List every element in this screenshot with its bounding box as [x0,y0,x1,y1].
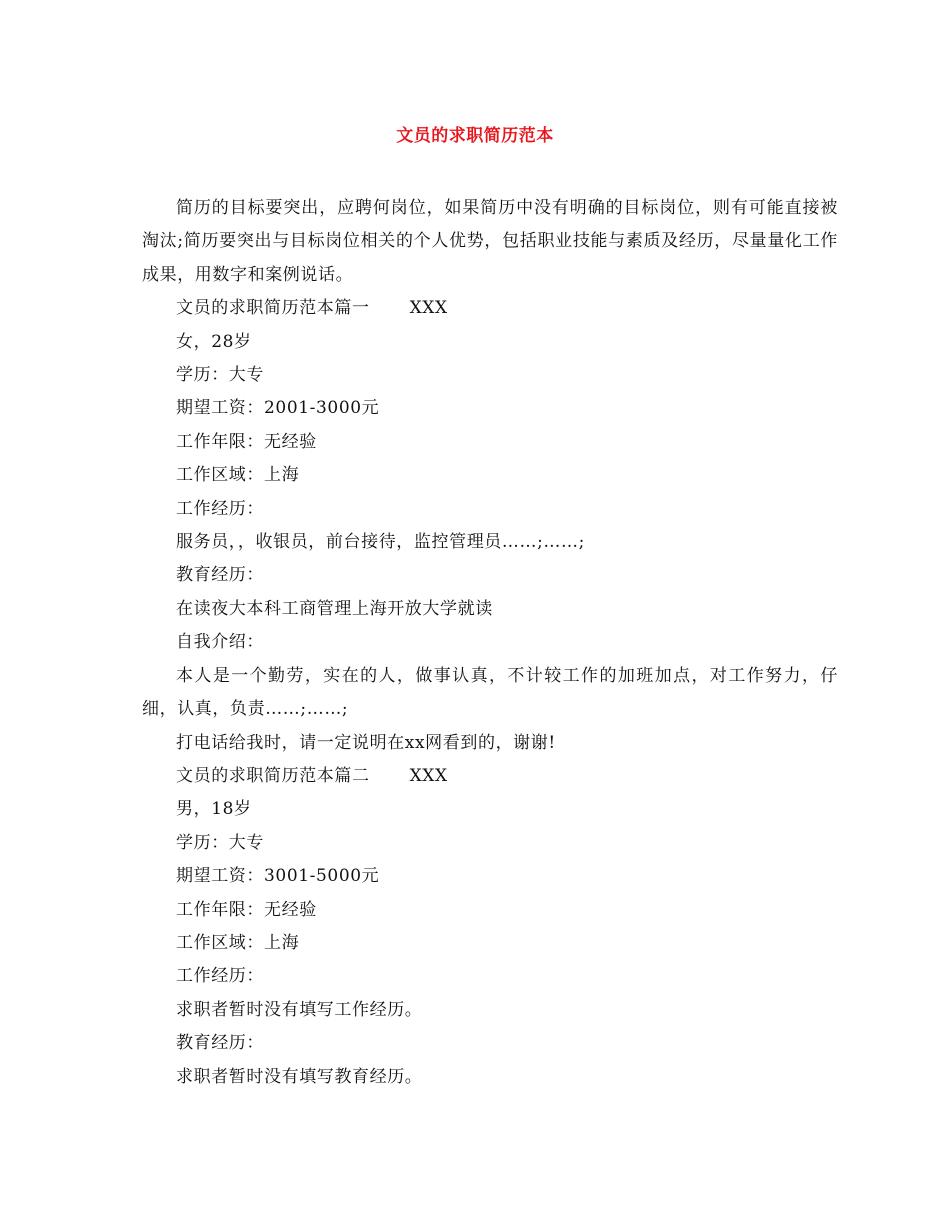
resume1-experience-years: 工作年限：无经验 [176,431,317,452]
resume1-heading-line [142,292,838,325]
resume2-education-level: 学历：大专 [176,832,264,853]
resume1-work-history-label: 工作经历： [176,498,264,519]
resume2-heading-line [142,760,838,793]
intro-paragraph: 简历的目标要突出，应聘何岗位，如果简历中没有明确的目标岗位，则有可能直接被淘汰;简历要突出与目标岗位相关的个人优势，包括职业技能与素质及经历，尽量量化工作成果，用数字和案例说话。 [142,198,838,285]
resume1-education-level: 学历：大专 [176,365,264,386]
resume1-salary: 期望工资：2001-3000元 [176,398,380,419]
resume1-work-history: 服务员，，收银员，前台接待，监控管理员……;……; [176,532,585,553]
resume2-work-area: 工作区域：上海 [176,932,300,953]
resume2-work-history: 求职者暂时没有填写工作经历。 [176,999,423,1020]
resume2-education: 求职者暂时没有填写教育经历。 [176,1066,423,1087]
resume1-heading: 文员的求职简历范本篇一 [176,298,370,319]
resume1-name: XXX [409,298,448,319]
document-body [142,192,838,1094]
resume1-education-label: 教育经历： [176,565,264,586]
resume1-self-intro: 本人是一个勤劳，实在的人，做事认真，不计较工作的加班加点，对工作努力，仔细，认真，负责……;……; [142,665,838,720]
resume2-experience-years: 工作年限：无经验 [176,899,317,920]
resume2-name: XXX [409,765,448,786]
resume1-call-note: 打电话给我时，请一定说明在xx网看到的，谢谢! [176,732,556,753]
resume1-education: 在读夜大本科工商管理上海开放大学就读 [176,598,493,619]
resume1-work-area: 工作区域：上海 [176,465,300,486]
resume1-gender-age: 女，28岁 [176,331,252,352]
resume2-education-label: 教育经历： [176,1033,264,1054]
resume1-self-intro-label: 自我介绍： [176,632,264,653]
document-title: 文员的求职简历范本 [396,126,554,146]
resume2-work-history-label: 工作经历： [176,966,264,987]
resume2-heading: 文员的求职简历范本篇二 [176,765,370,786]
resume2-gender-age: 男，18岁 [176,799,252,820]
resume2-salary: 期望工资：3001-5000元 [176,866,380,887]
